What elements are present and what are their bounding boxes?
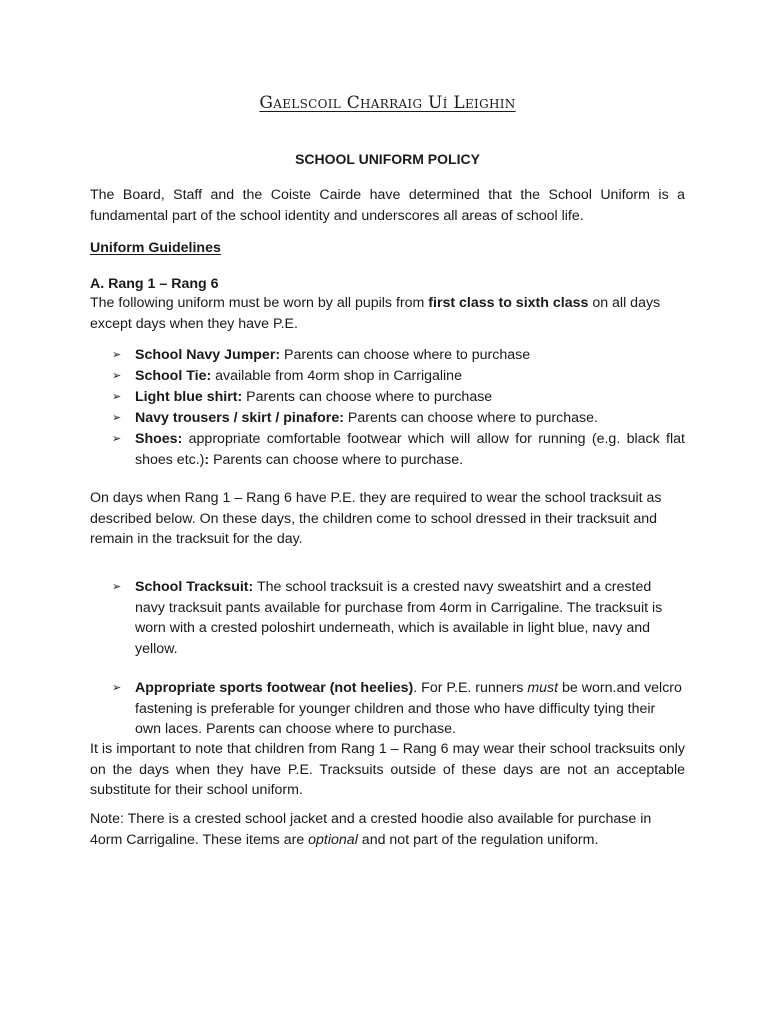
item-text: Parents can choose where to purchase (280, 347, 531, 363)
list-item (112, 366, 685, 387)
arrowhead-bullet-icon: ➢ (112, 412, 122, 424)
item-label: School Navy Jumper: (135, 347, 281, 363)
section-a-text-end: on all days except days when they have P.E. (90, 295, 661, 332)
note-text-end: and not part of the regulation uniform. (357, 831, 599, 848)
arrowhead-bullet-icon: ➢ (112, 370, 122, 382)
pe-items-list (112, 577, 685, 740)
item-label-colon: : (204, 451, 210, 468)
list-item (112, 345, 685, 366)
section-a-text-bold: first class to sixth class (428, 295, 589, 311)
uniform-guidelines-heading: Uniform Guidelines (90, 240, 221, 256)
pe-paragraph: On days when Rang 1 – Rang 6 have P.E. they are required to wear the school tracksuit as described below. On these days, the children come to school dressed in their tracksuit and remain in the tracksuit for the day. (90, 490, 662, 547)
policy-title: SCHOOL UNIFORM POLICY (295, 151, 480, 167)
list-item (112, 678, 685, 740)
list-item (112, 387, 685, 408)
arrowhead-bullet-icon: ➢ (112, 581, 122, 593)
section-a-heading: A. Rang 1 – Rang 6 (90, 276, 219, 292)
item-label: Light blue shirt: (135, 389, 243, 405)
list-item (112, 577, 685, 659)
arrowhead-bullet-icon: ➢ (112, 391, 122, 403)
arrowhead-bullet-icon: ➢ (112, 682, 122, 694)
school-name: Gaelscoil Charraig Uí Leighin (259, 93, 516, 113)
list-item (112, 408, 685, 429)
item-label: Navy trousers / skirt / pinafore: (135, 410, 344, 426)
item-label: School Tracksuit: (135, 579, 254, 595)
list-item (112, 429, 685, 470)
item-text: available from 4orm shop in Carrigaline (211, 368, 462, 384)
tracksuit-note-paragraph: It is important to note that children from Rang 1 – Rang 6 may wear their school tracksuits only on the days when they have P.E. Tracksuits outside of these days are not an acceptable substitute for their school uniform. (90, 741, 685, 798)
item-text: The school tracksuit is a crested navy sweatshirt and a crested navy tracksuit pants available for purchase from 4orm in Carrigaline. The tracksuit is worn with a crested poloshirt underneath, which is available in light blue, navy and yellow. (135, 579, 663, 657)
item-text-italic: must (527, 680, 559, 696)
item-label: Shoes: (135, 431, 183, 447)
jacket-note-paragraph (90, 809, 685, 850)
item-text: Parents can choose where to purchase (242, 389, 493, 405)
item-label: School Tie: (135, 368, 212, 384)
item-text: Parents can choose where to purchase. (343, 410, 598, 426)
arrowhead-bullet-icon: ➢ (112, 433, 122, 445)
section-a-paragraph (90, 293, 685, 334)
note-text-italic: optional (308, 831, 358, 848)
section-a-text-start: The following uniform must be worn by all pupils from (90, 295, 429, 311)
item-text: . For P.E. runners (413, 680, 528, 696)
item-label: Appropriate sports footwear (not heelies) (135, 680, 414, 696)
uniform-items-list (112, 345, 685, 471)
arrowhead-bullet-icon: ➢ (112, 349, 122, 361)
item-text-end: be worn.and velcro fastening is preferable for younger children and those who have difficulty tying their own laces. Parents can choose where to purchase. (135, 680, 682, 737)
item-text-end: Parents can choose where to purchase. (209, 451, 464, 468)
intro-paragraph: The Board, Staff and the Coiste Cairde have determined that the School Uniform is a fundamental part of the school identity and underscores all areas of school life. (90, 187, 685, 224)
note-text-start: Note: There is a crested school jacket and a crested hoodie also available for purchase in 4orm Carrigaline. These items are (90, 811, 652, 848)
item-text: appropriate comfortable footwear which will allow for running (e.g. black flat shoes etc.) (135, 431, 685, 468)
